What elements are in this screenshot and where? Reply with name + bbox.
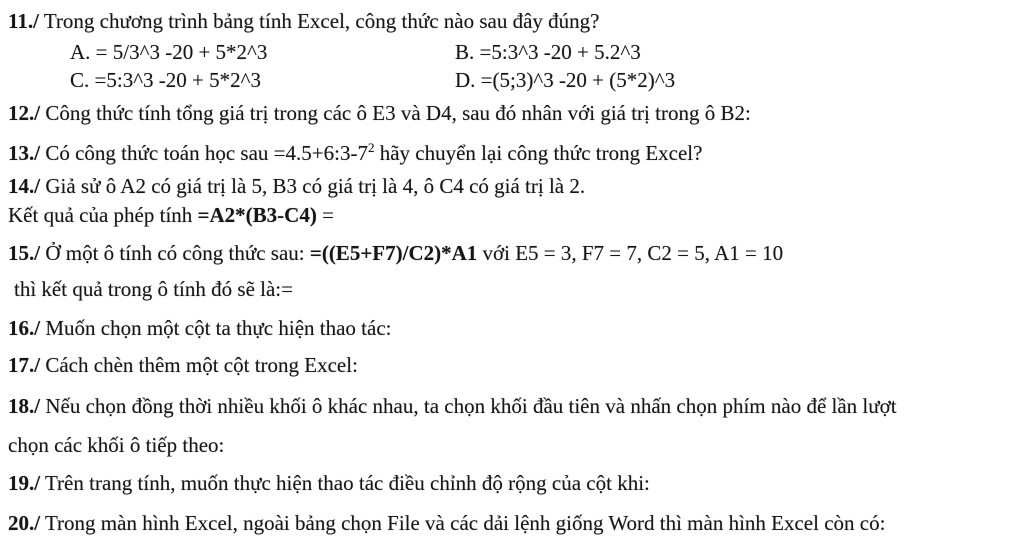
question-13-text-after-sup: hãy chuyển lại công thức trong Excel?: [379, 141, 703, 165]
question-20-number: 20./: [8, 511, 41, 535]
option-d-formula: =(5;3)^3 -20 + (5*2)^3: [480, 68, 676, 92]
question-15-text-after: với E5 = 3, F7 = 7, C2 = 5, A1 = 10: [482, 241, 784, 265]
exponent: 2: [367, 140, 375, 155]
option-c-label: C.: [70, 68, 90, 92]
question-11-number: 11./: [8, 9, 39, 33]
option-d-label: D.: [455, 68, 476, 92]
question-16: [8, 315, 1020, 341]
option-a: [70, 39, 267, 65]
question-20-text: Trong màn hình Excel, ngoài bảng chọn File và các dải lệnh giống Word thì màn hình Excel còn có:: [44, 511, 886, 535]
question-16-number: 16./: [8, 316, 41, 340]
option-c: [70, 67, 261, 93]
question-18-number: 18./: [8, 394, 41, 418]
option-b-formula: =5:3^3 -20 + 5.2^3: [479, 40, 641, 64]
question-15: [8, 240, 1020, 266]
question-14-result-line: [8, 202, 1020, 228]
question-17-number: 17./: [8, 353, 41, 377]
option-c-formula: =5:3^3 -20 + 5*2^3: [94, 68, 261, 92]
question-13-text-before-sup: Có công thức toán học sau =4.5+6:3-7: [45, 141, 368, 165]
question-18-line2-text: chọn các khối ô tiếp theo:: [8, 433, 225, 457]
question-15-line2-text: thì kết quả trong ô tính đó sẽ là:=: [14, 277, 293, 301]
question-14-text: Giả sử ô A2 có giá trị là 5, B3 có giá trị là 4, ô C4 có giá trị là 2.: [45, 174, 586, 198]
question-14-result-prefix: Kết quả của phép tính: [8, 203, 193, 227]
question-16-text: Muốn chọn một cột ta thực hiện thao tác:: [45, 316, 392, 340]
question-14-formula: =A2*(B3-C4): [197, 203, 317, 227]
question-12-text: Công thức tính tổng giá trị trong các ô E3 và D4, sau đó nhân với giá trị trong ô B2:: [45, 101, 751, 125]
question-18-line-2: [8, 432, 1020, 458]
question-17: [8, 352, 1020, 378]
question-12-number: 12./: [8, 101, 41, 125]
question-13: [8, 140, 1020, 166]
option-b-label: B.: [455, 40, 475, 64]
question-20: [8, 510, 1020, 536]
question-15-text-before: Ở một ô tính có công thức sau:: [45, 241, 305, 265]
question-12: [8, 100, 1020, 126]
question-17-text: Cách chèn thêm một cột trong Excel:: [45, 353, 358, 377]
option-a-formula: = 5/3^3 -20 + 5*2^3: [95, 40, 268, 64]
question-11: [8, 8, 1020, 34]
question-19-number: 19./: [8, 471, 41, 495]
question-18-line1-text: Nếu chọn đồng thời nhiều khối ô khác nhau, ta chọn khối đầu tiên và nhấn chọn phím nào để lần lượt: [45, 394, 897, 418]
question-14-result-suffix: =: [322, 203, 334, 227]
question-15-formula: =((E5+F7)/C2)*A1: [309, 241, 478, 265]
option-a-label: A.: [70, 40, 91, 64]
question-15-number: 15./: [8, 241, 41, 265]
question-11-text: Trong chương trình bảng tính Excel, công thức nào sau đây đúng?: [43, 9, 600, 33]
question-19: [8, 470, 1020, 496]
question-19-text: Trên trang tính, muốn thực hiện thao tác điều chỉnh độ rộng của cột khi:: [44, 471, 650, 495]
option-d: [455, 67, 675, 93]
question-14: [8, 173, 1020, 199]
question-15-line-2: [8, 276, 1020, 302]
question-13-number: 13./: [8, 141, 41, 165]
option-b: [455, 39, 641, 65]
question-18: [8, 393, 1020, 419]
question-14-number: 14./: [8, 174, 41, 198]
